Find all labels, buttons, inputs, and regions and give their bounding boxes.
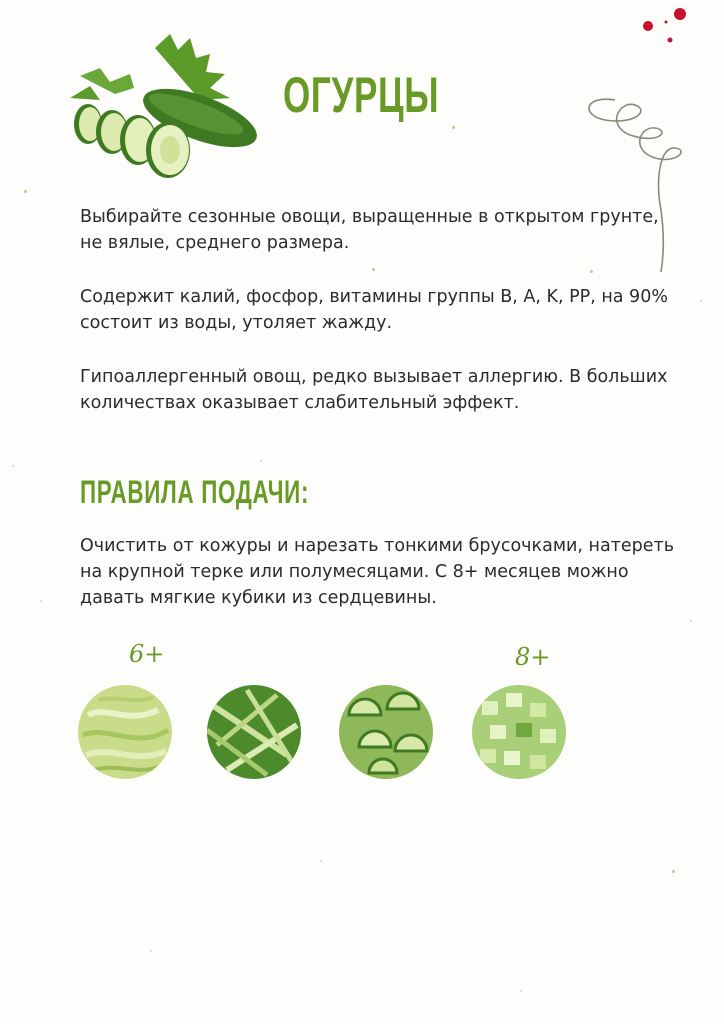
speck xyxy=(12,465,14,467)
speck xyxy=(320,860,322,862)
speck xyxy=(372,268,375,271)
paragraph-allergy: Гипоаллергенный овощ, редко вызывает аллергию. В больших количествах оказывает слабительный эффект. xyxy=(80,367,668,413)
cucumber-sticks-photo xyxy=(207,685,301,779)
age-label-6: 6+ xyxy=(129,640,165,668)
serving-text: Очистить от кожуры и нарезать тонкими брусочками, натереть на крупной терке или полумесяцами. С 8+ месяцев можно давать мягкие кубики из сердцевины. xyxy=(80,536,675,608)
red-dots-decoration xyxy=(630,4,700,54)
speck xyxy=(24,190,27,193)
cucumber-cubes-photo xyxy=(472,685,566,779)
speck xyxy=(520,990,522,992)
speck xyxy=(700,300,702,302)
speck xyxy=(150,950,152,952)
cucumber-half-moons-photo xyxy=(339,685,433,779)
speck xyxy=(40,600,42,602)
speck xyxy=(260,460,262,462)
age-label-8: 8+ xyxy=(515,643,551,671)
paragraph-nutrients: Содержит калий, фосфор, витамины группы B, A, K, PP, на 90% состоит из воды, утоляет жажду. xyxy=(80,287,668,333)
cucumber-illustration xyxy=(60,28,270,188)
speck xyxy=(690,620,692,622)
paragraph-season: Выбирайте сезонные овощи, выращенные в открытом грунте, не вялые, среднего размера. xyxy=(80,207,659,253)
speck xyxy=(452,126,455,129)
speck xyxy=(672,870,675,873)
page-title: ОГУРЦЫ xyxy=(283,67,440,123)
grated-cucumber-photo xyxy=(78,685,172,779)
serving-heading: ПРАВИЛА ПОДАЧИ: xyxy=(80,474,310,510)
